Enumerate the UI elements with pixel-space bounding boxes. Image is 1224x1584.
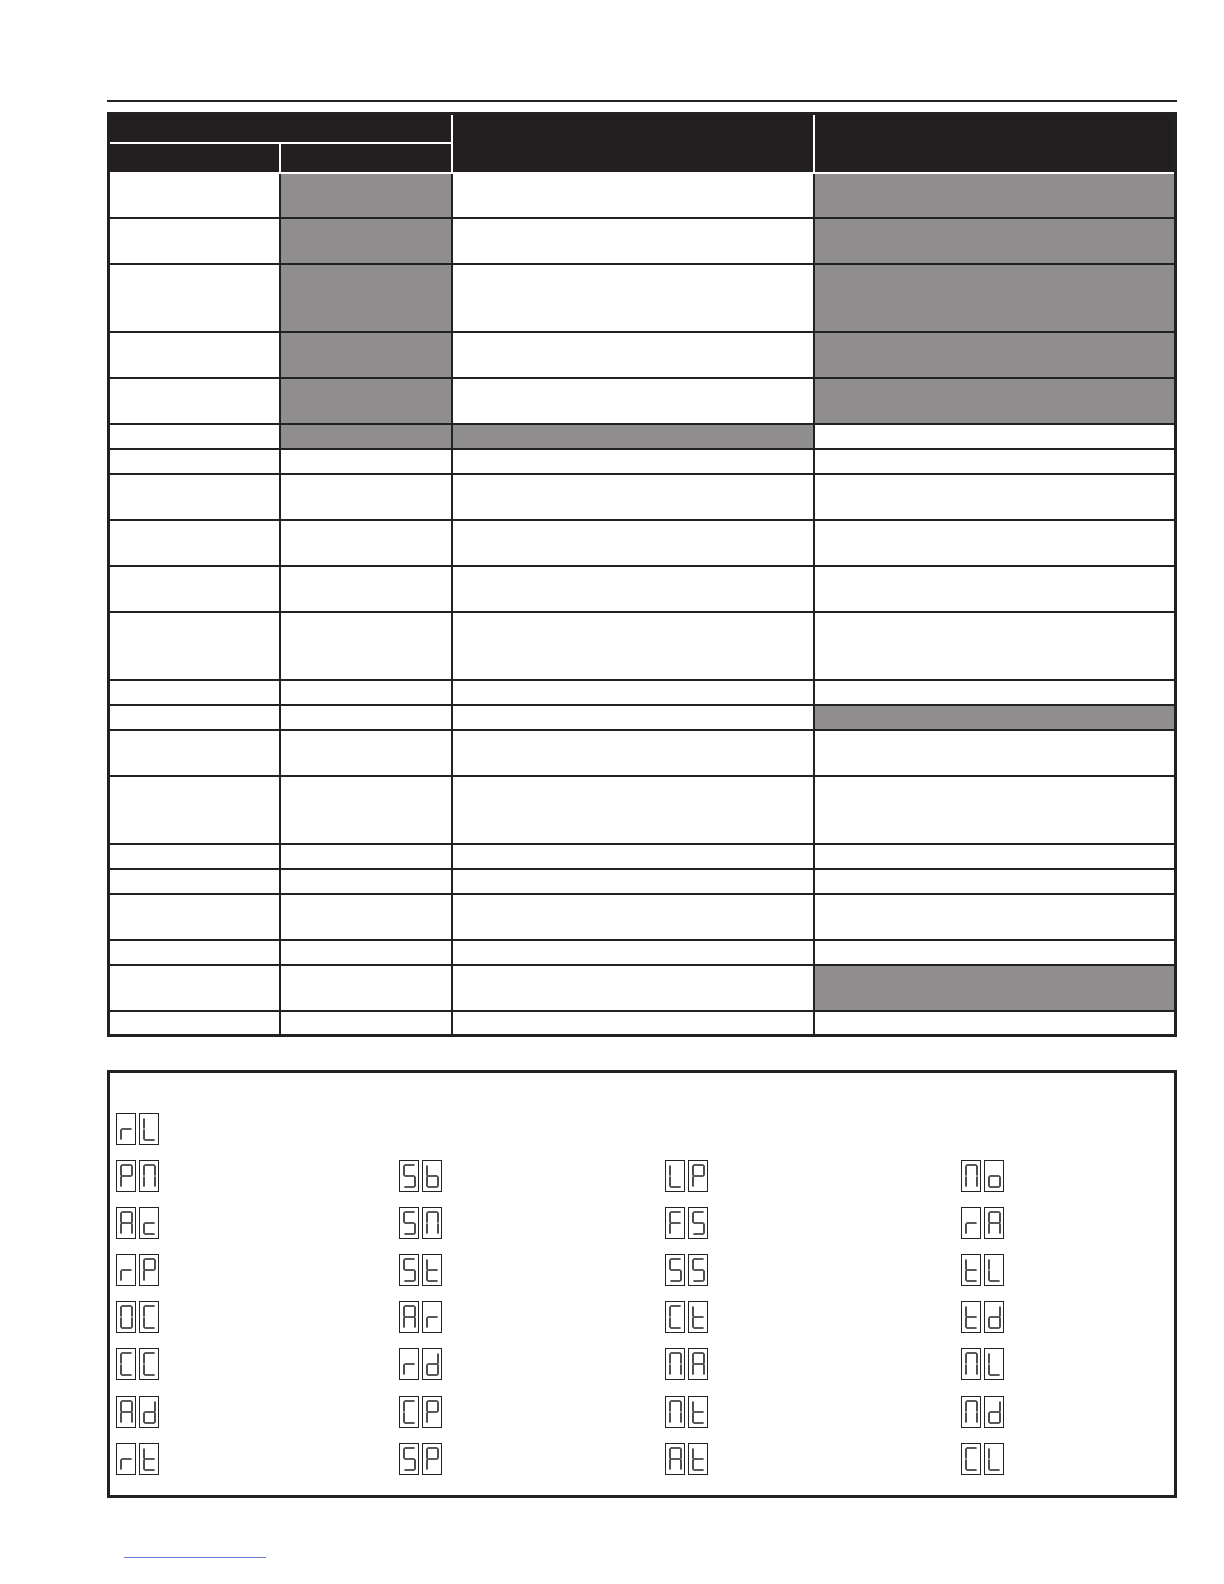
- table-row: [109, 332, 1176, 378]
- table-cell: [280, 844, 452, 869]
- table-row: [109, 1011, 1176, 1036]
- table-cell: [109, 705, 280, 730]
- table-row: [109, 378, 1176, 424]
- table-cell: [452, 520, 814, 566]
- table-cell: [109, 332, 280, 378]
- table-cell: [814, 869, 1176, 894]
- table-cell: [814, 474, 1176, 520]
- seven-segment-digit: [116, 1207, 136, 1239]
- seven-segment-digit: [961, 1348, 981, 1380]
- table-cell: [452, 730, 814, 776]
- display-code-SP: [399, 1443, 442, 1475]
- table-cell: [280, 705, 452, 730]
- table-cell: [109, 894, 280, 940]
- table-cell: [452, 776, 814, 844]
- table-cell: [452, 894, 814, 940]
- table-cell: [452, 1011, 814, 1036]
- table-cell: [280, 566, 452, 612]
- seven-segment-digit: [139, 1301, 159, 1333]
- table-cell: [814, 173, 1176, 218]
- table-cell: [814, 449, 1176, 474]
- table-cell: [814, 894, 1176, 940]
- seven-segment-digit: [961, 1207, 981, 1239]
- display-code-Mt: [665, 1396, 708, 1428]
- table-cell: [814, 705, 1176, 730]
- display-code-At: [665, 1443, 708, 1475]
- seven-segment-digit: [139, 1396, 159, 1428]
- seven-segment-digit: [961, 1396, 981, 1428]
- seven-segment-digit: [399, 1207, 419, 1239]
- seven-segment-digit: [399, 1254, 419, 1286]
- table-cell: [452, 566, 814, 612]
- table-cell: [109, 869, 280, 894]
- table-cell: [452, 474, 814, 520]
- display-code-PM: [116, 1160, 159, 1192]
- seven-segment-digit: [665, 1160, 685, 1192]
- table-cell: [109, 424, 280, 449]
- seven-segment-digit: [399, 1348, 419, 1380]
- seven-segment-digit: [665, 1348, 685, 1380]
- table-cell: [814, 520, 1176, 566]
- display-code-Sb: [399, 1160, 442, 1192]
- display-code-rt: [116, 1443, 159, 1475]
- display-code-td: [961, 1301, 1004, 1333]
- display-code-CP: [399, 1396, 442, 1428]
- table-cell: [814, 566, 1176, 612]
- table-row: [109, 844, 1176, 869]
- seven-segment-digit: [665, 1443, 685, 1475]
- table-cell: [814, 424, 1176, 449]
- display-code-Ar: [399, 1301, 442, 1333]
- seven-segment-digit: [116, 1443, 136, 1475]
- table-cell: [814, 264, 1176, 332]
- table-cell: [814, 680, 1176, 705]
- seven-segment-digit: [961, 1254, 981, 1286]
- seven-segment-digit: [139, 1348, 159, 1380]
- table-cell: [280, 869, 452, 894]
- footer-link-underline: [124, 1557, 266, 1558]
- seven-segment-digit: [984, 1207, 1004, 1239]
- table-cell: [814, 332, 1176, 378]
- seven-segment-digit: [688, 1443, 708, 1475]
- display-code-FS: [665, 1207, 708, 1239]
- seven-segment-digit: [984, 1301, 1004, 1333]
- seven-segment-digit: [984, 1254, 1004, 1286]
- seven-segment-digit: [422, 1301, 442, 1333]
- table-cell: [452, 264, 814, 332]
- seven-segment-digit: [422, 1443, 442, 1475]
- header-group: [109, 114, 452, 143]
- seven-segment-digit: [984, 1160, 1004, 1192]
- table-cell: [280, 965, 452, 1011]
- table-cell: [280, 730, 452, 776]
- display-code-CC: [116, 1348, 159, 1380]
- seven-segment-digit: [688, 1254, 708, 1286]
- seven-segment-digit: [139, 1207, 159, 1239]
- table-cell: [452, 940, 814, 965]
- seven-segment-digit: [984, 1348, 1004, 1380]
- table-row: [109, 730, 1176, 776]
- table-row: [109, 520, 1176, 566]
- table-cell: [109, 1011, 280, 1036]
- table-cell: [109, 449, 280, 474]
- display-code-LP: [665, 1160, 708, 1192]
- seven-segment-digit: [688, 1348, 708, 1380]
- seven-segment-digit: [116, 1254, 136, 1286]
- header-col-b: [280, 143, 452, 173]
- table-cell: [109, 218, 280, 264]
- table-cell: [109, 730, 280, 776]
- table-cell: [280, 264, 452, 332]
- table-cell: [109, 844, 280, 869]
- seven-segment-digit: [139, 1254, 159, 1286]
- table-cell: [452, 424, 814, 449]
- seven-segment-digit: [665, 1301, 685, 1333]
- table-cell: [109, 264, 280, 332]
- table-cell: [109, 378, 280, 424]
- table-row: [109, 424, 1176, 449]
- table-row: [109, 705, 1176, 730]
- table-cell: [452, 173, 814, 218]
- header-col-a: [109, 143, 280, 173]
- display-code-rd: [399, 1348, 442, 1380]
- table-cell: [814, 218, 1176, 264]
- display-code-Ct: [665, 1301, 708, 1333]
- header-col-d: [814, 114, 1176, 173]
- seven-segment-digit: [139, 1443, 159, 1475]
- seven-segment-digit: [665, 1396, 685, 1428]
- table-cell: [109, 566, 280, 612]
- display-code-St: [399, 1254, 442, 1286]
- table-row: [109, 218, 1176, 264]
- table-cell: [280, 173, 452, 218]
- seven-segment-digit: [961, 1160, 981, 1192]
- table-row: [109, 680, 1176, 705]
- display-code-Ad: [116, 1396, 159, 1428]
- table-cell: [280, 680, 452, 705]
- seven-segment-digit: [399, 1443, 419, 1475]
- table-cell: [280, 776, 452, 844]
- display-code-SS: [665, 1254, 708, 1286]
- seven-segment-digit: [961, 1443, 981, 1475]
- table-cell: [452, 680, 814, 705]
- seven-segment-digit: [116, 1301, 136, 1333]
- table-cell: [280, 474, 452, 520]
- fault-code-table: [107, 112, 1177, 1037]
- table-cell: [814, 940, 1176, 965]
- header-col-c: [452, 114, 814, 173]
- table-row: [109, 612, 1176, 680]
- table-cell: [280, 449, 452, 474]
- table-body: [109, 173, 1176, 1036]
- seven-segment-digit: [139, 1113, 159, 1145]
- table-cell: [814, 844, 1176, 869]
- display-codes-legend: [107, 1070, 1177, 1498]
- table-cell: [280, 612, 452, 680]
- table-cell: [280, 332, 452, 378]
- seven-segment-digit: [422, 1254, 442, 1286]
- seven-segment-digit: [399, 1396, 419, 1428]
- table-cell: [109, 965, 280, 1011]
- seven-segment-digit: [139, 1160, 159, 1192]
- seven-segment-digit: [422, 1348, 442, 1380]
- table-cell: [452, 965, 814, 1011]
- seven-segment-digit: [422, 1207, 442, 1239]
- table-cell: [814, 965, 1176, 1011]
- table-cell: [109, 680, 280, 705]
- table-cell: [814, 378, 1176, 424]
- display-code-ML: [961, 1348, 1004, 1380]
- top-rule: [107, 100, 1177, 102]
- table-cell: [280, 378, 452, 424]
- display-code-MA: [665, 1348, 708, 1380]
- seven-segment-digit: [688, 1396, 708, 1428]
- display-code-Mo: [961, 1160, 1004, 1192]
- display-code-rL: [116, 1113, 159, 1145]
- display-code-tL: [961, 1254, 1004, 1286]
- seven-segment-digit: [688, 1207, 708, 1239]
- table-cell: [452, 869, 814, 894]
- table-row: [109, 869, 1176, 894]
- table-cell: [452, 378, 814, 424]
- table-cell: [280, 894, 452, 940]
- table-cell: [109, 520, 280, 566]
- table-cell: [109, 776, 280, 844]
- table-cell: [452, 612, 814, 680]
- table-cell: [814, 730, 1176, 776]
- seven-segment-digit: [984, 1443, 1004, 1475]
- display-code-Md: [961, 1396, 1004, 1428]
- display-code-rA: [961, 1207, 1004, 1239]
- table-cell: [280, 218, 452, 264]
- seven-segment-digit: [116, 1396, 136, 1428]
- display-code-SM: [399, 1207, 442, 1239]
- table-row: [109, 173, 1176, 218]
- table-row: [109, 894, 1176, 940]
- table-cell: [280, 1011, 452, 1036]
- table-cell: [814, 776, 1176, 844]
- table-row: [109, 965, 1176, 1011]
- display-code-Ac: [116, 1207, 159, 1239]
- table-row: [109, 776, 1176, 844]
- display-code-rP: [116, 1254, 159, 1286]
- seven-segment-digit: [422, 1160, 442, 1192]
- seven-segment-digit: [688, 1301, 708, 1333]
- seven-segment-digit: [665, 1207, 685, 1239]
- table-row: [109, 566, 1176, 612]
- table-cell: [109, 940, 280, 965]
- seven-segment-digit: [665, 1254, 685, 1286]
- table-cell: [280, 940, 452, 965]
- table-cell: [452, 705, 814, 730]
- seven-segment-digit: [399, 1160, 419, 1192]
- table-row: [109, 449, 1176, 474]
- table-row: [109, 474, 1176, 520]
- table-row: [109, 264, 1176, 332]
- table-cell: [452, 449, 814, 474]
- table-cell: [452, 218, 814, 264]
- table-cell: [109, 474, 280, 520]
- display-code-CL: [961, 1443, 1004, 1475]
- seven-segment-digit: [688, 1160, 708, 1192]
- seven-segment-digit: [116, 1113, 136, 1145]
- seven-segment-digit: [399, 1301, 419, 1333]
- table-cell: [814, 1011, 1176, 1036]
- table-cell: [109, 173, 280, 218]
- seven-segment-digit: [961, 1301, 981, 1333]
- table-cell: [280, 520, 452, 566]
- table-cell: [452, 332, 814, 378]
- seven-segment-digit: [116, 1160, 136, 1192]
- table-cell: [280, 424, 452, 449]
- table-cell: [814, 612, 1176, 680]
- table-cell: [109, 612, 280, 680]
- table-row: [109, 940, 1176, 965]
- seven-segment-digit: [984, 1396, 1004, 1428]
- seven-segment-digit: [116, 1348, 136, 1380]
- display-code-OC: [116, 1301, 159, 1333]
- seven-segment-digit: [422, 1396, 442, 1428]
- table-cell: [452, 844, 814, 869]
